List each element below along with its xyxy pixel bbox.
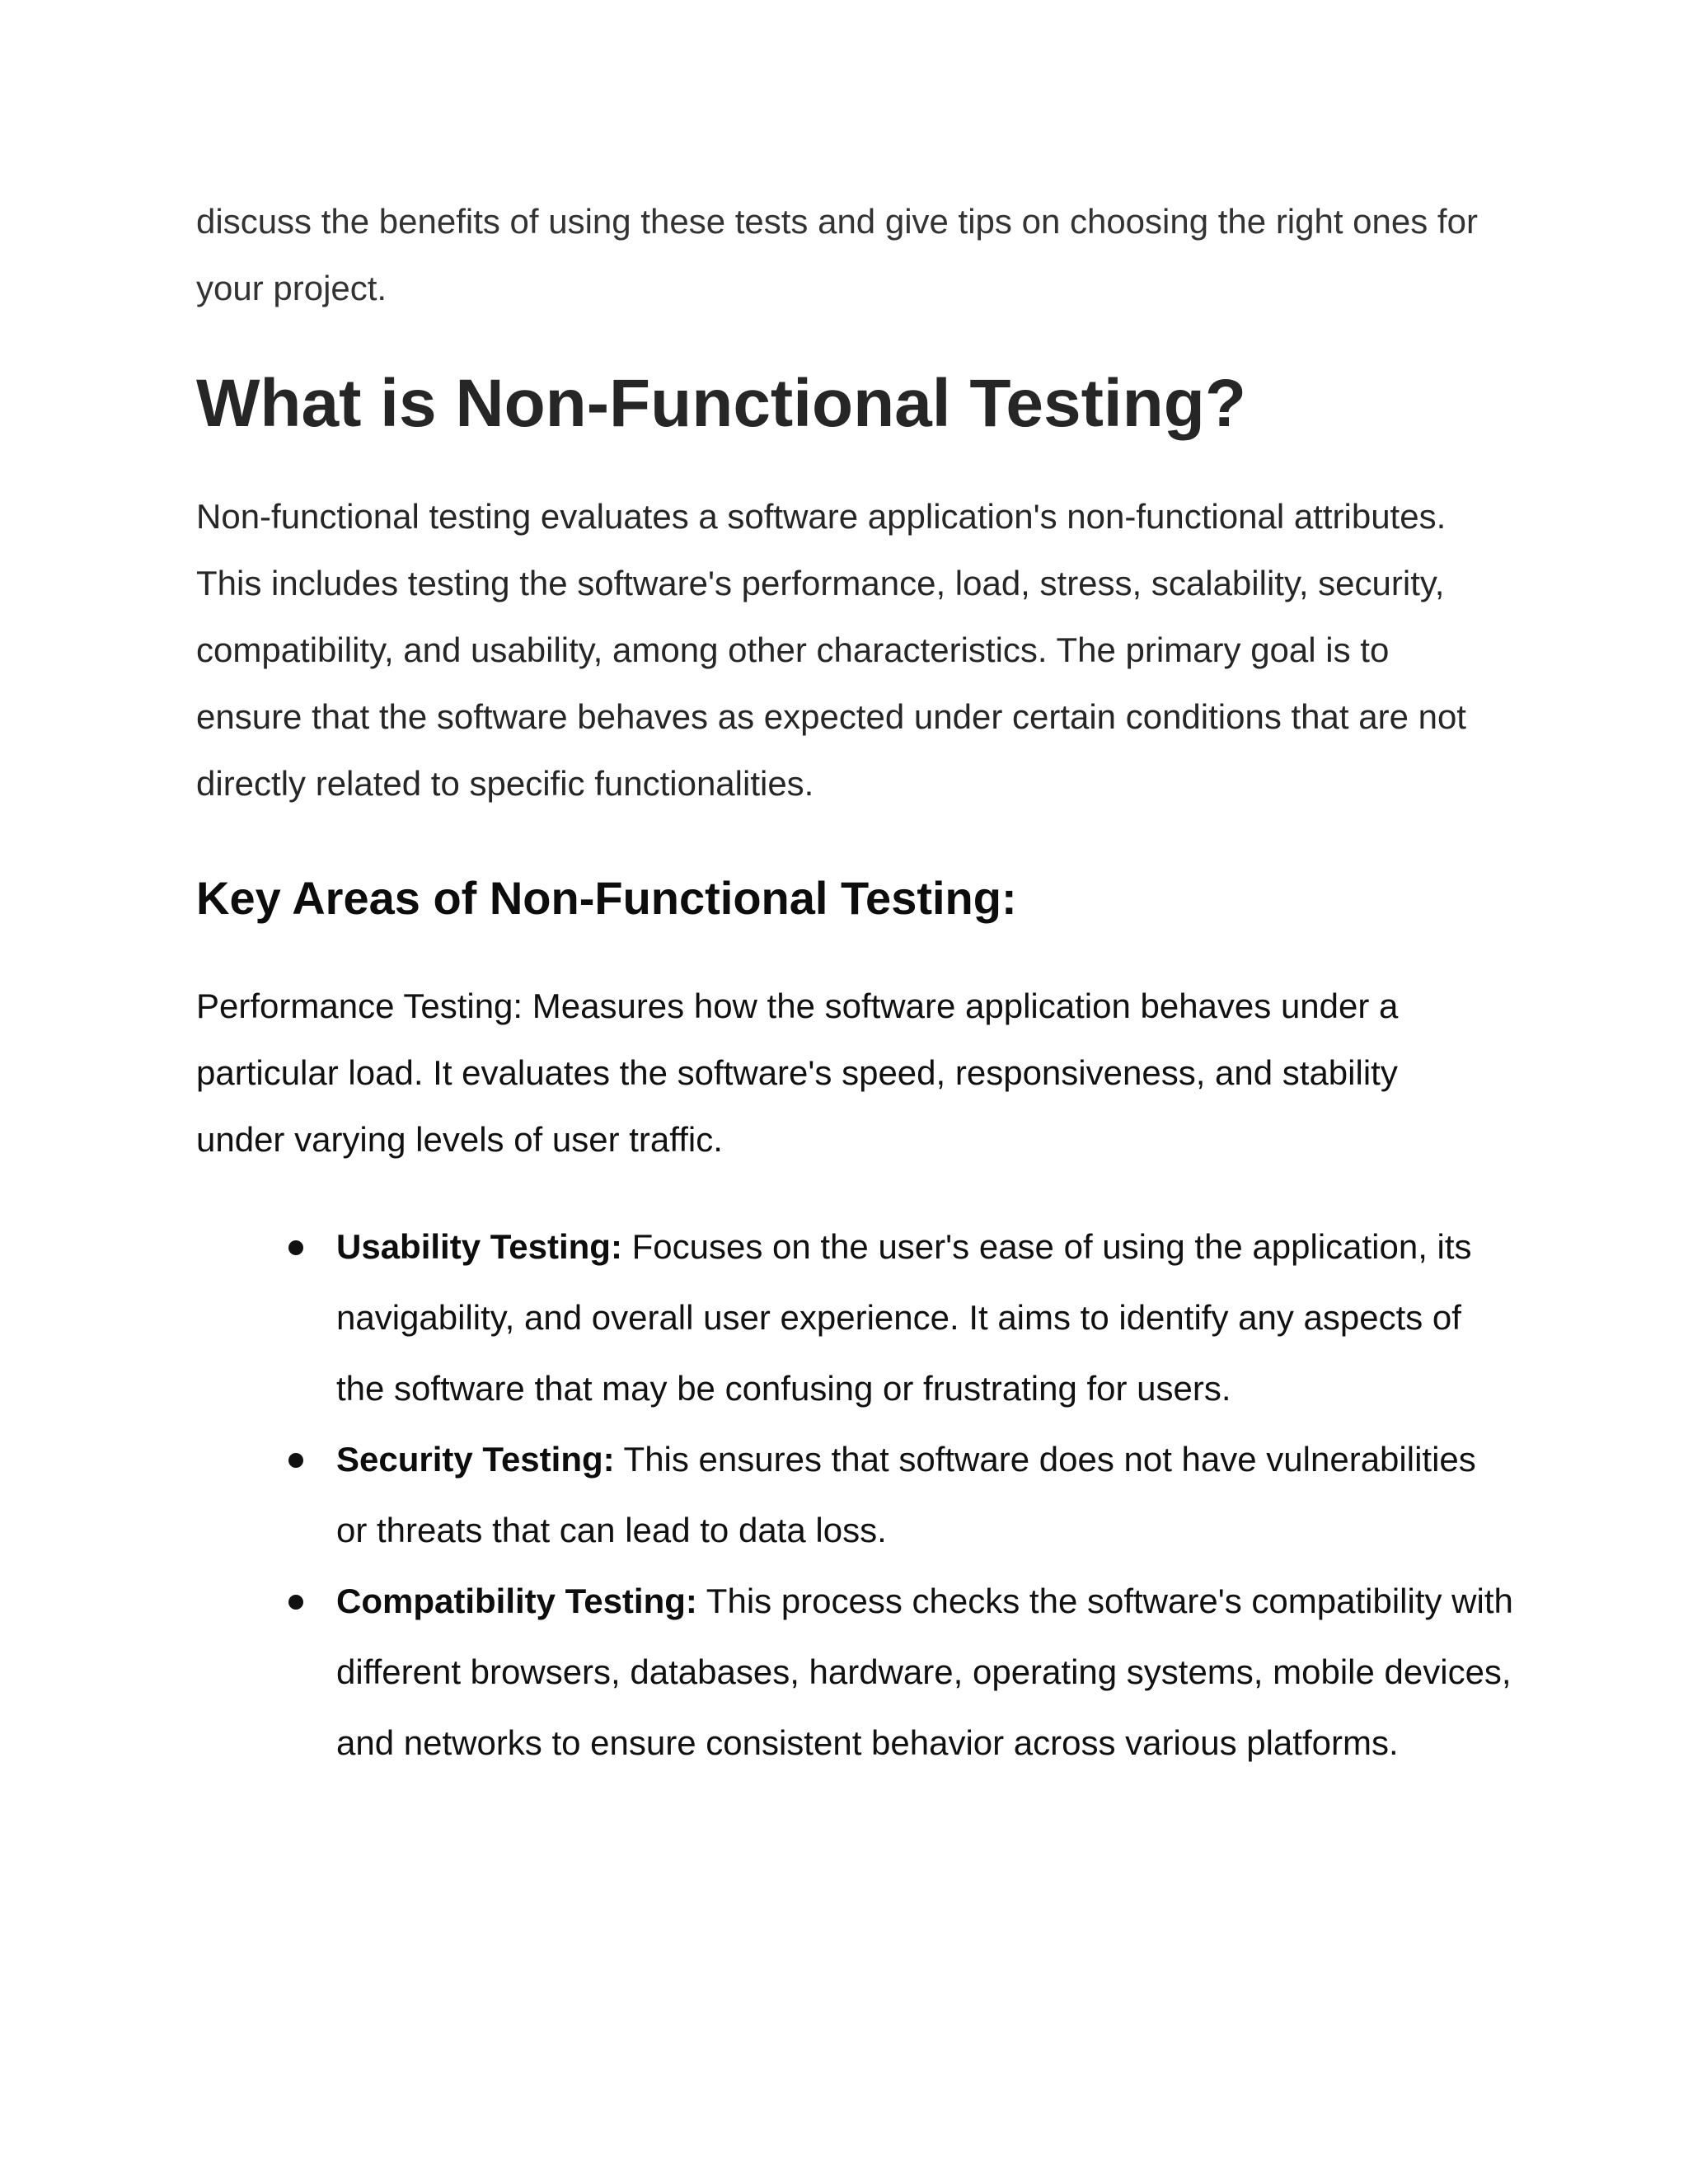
- list-item-security: [196, 1424, 1515, 1566]
- bullet-icon: [288, 1240, 303, 1255]
- performance-testing-paragraph: Performance Testing: Measures how the software application behaves under a particular load. It evaluates the software's speed, responsiveness, and stability under varying levels of user traffic.: [196, 987, 1399, 1159]
- list-item-description: Focuses on the user's ease of using the application, its navigability, and overall user experience. It aims to identify any aspects of the software that may be confusing or frustrating for users.: [336, 1227, 1472, 1408]
- list-item-term: Security Testing:: [336, 1440, 615, 1479]
- list-item-description: This ensures that software does not have vulnerabilities or threats that can lead to data loss.: [336, 1440, 1476, 1549]
- key-areas-list: [196, 1212, 1515, 1779]
- bullet-icon: [288, 1595, 303, 1610]
- intro-paragraph: discuss the benefits of using these tests and give tips on choosing the right ones for your project.: [196, 202, 1478, 307]
- list-item-usability: [196, 1212, 1515, 1424]
- list-item-term: Compatibility Testing:: [336, 1582, 697, 1620]
- subsection-heading: Key Areas of Non-Functional Testing:: [196, 872, 1017, 924]
- definition-paragraph: Non-functional testing evaluates a software application's non-functional attributes. This includes testing the software's performance, load, stress, scalability, security, compatibility, and usability, among other characteristics. The primary goal is to ensure that the software behaves as expected under certain conditions that are not directly related to specific functionalities.: [196, 497, 1466, 803]
- list-item-description: This process checks the software's compatibility with different browsers, databases, hardware, operating systems, mobile devices, and networks to ensure consistent behavior across various platforms.: [336, 1582, 1513, 1762]
- section-heading: What is Non-Functional Testing?: [196, 366, 1246, 441]
- list-item-term: Usability Testing:: [336, 1227, 622, 1266]
- bullet-icon: [288, 1453, 303, 1468]
- list-item-compatibility: [196, 1566, 1515, 1779]
